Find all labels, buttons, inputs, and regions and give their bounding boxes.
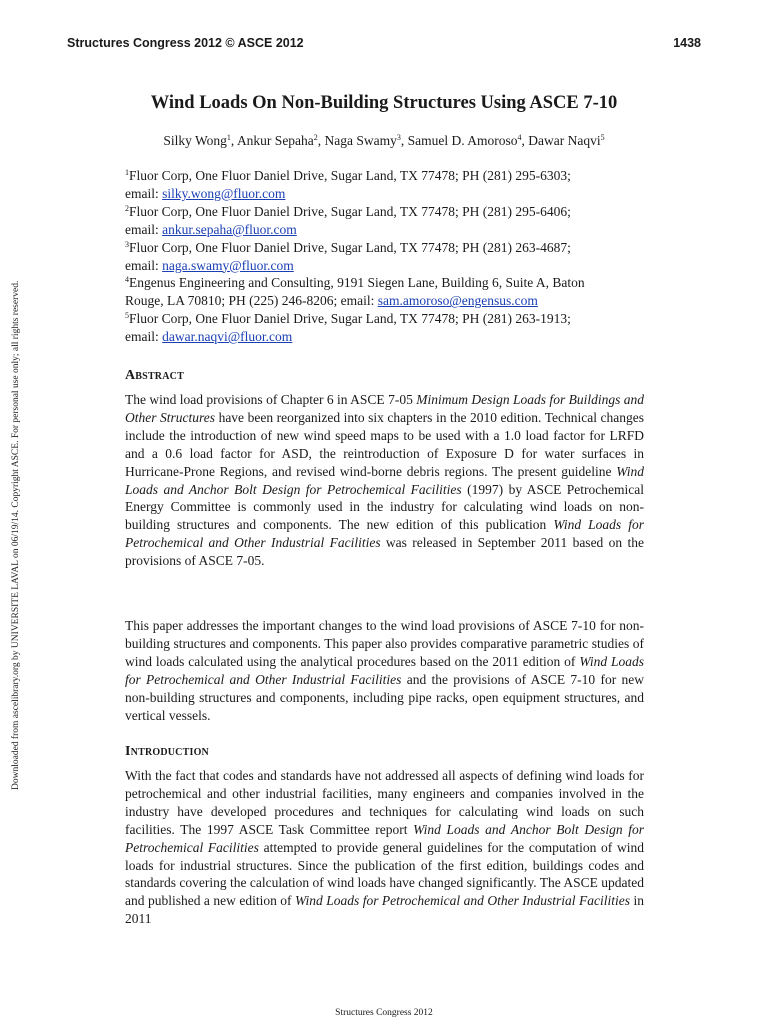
page-number: 1438 [673, 36, 701, 50]
author-list: Silky Wong$^1$, Ankur Sepaha$^2$, Naga Swamy$^3$, Samuel D. Amoroso$^4$, Dawar Naqvi$^5$ [163, 133, 605, 148]
affiliation-contact: email: dawar.naqvi@fluor.com [125, 329, 293, 345]
publication-title: Minimum Design Loads for Buildings and Other Structures [125, 392, 644, 425]
abstract-paragraph-1: The wind load provisions of Chapter 6 in ASCE 7-05 Minimum Design Loads for Buildings and Other Structures have been reorganized into six chapters in the 2010 edition. Technical changes include the introduction of new wind speed maps to be used with a 1.0 load factor for LRFD and a 0.6 load factor for ASD, the reintroduction of Exposure D for water surfaces in Hurricane-Prone Regions, and revised wind-borne debris regions. The present guideline Wind Loads and Anchor Bolt Design for Petrochemical Facilities (1997) by ASCE Petrochemical Energy Committee is commonly used in the industry for calculating wind loads on non-building structures and components. The new edition of this publication Wind Loads for Petrochemical and Other Industrial Facilities was released in September 2011 based on the provisions of ASCE 7-05. [125, 392, 644, 569]
author-affiliation-marker: 3 [396, 133, 401, 142]
author: Ankur Sepaha$^2$ [236, 133, 318, 148]
affiliation-address: $^3$Fluor Corp, One Fluor Daniel Drive, Sugar Land, TX 77478; PH (281) 263-4687; [125, 239, 571, 255]
affiliation-contact: email: silky.wong@fluor.com [125, 185, 286, 201]
author: Samuel D. Amoroso$^4$ [407, 133, 522, 148]
email-link[interactable]: silky.wong@fluor.com [162, 185, 286, 201]
publication-title: Wind Loads for Petrochemical and Other Industrial Facilities [125, 517, 644, 551]
email-link[interactable]: dawar.naqvi@fluor.com [162, 329, 293, 345]
author: Dawar Naqvi$^5$ [528, 133, 605, 148]
publication-title: Wind Loads for Petrochemical and Other Industrial Facilities [125, 653, 644, 687]
introduction-paragraph-1: With the fact that codes and standards have not addressed all aspects of defining wind loads for petrochemical and other industrial facilities, many engineers and companies involved in the industry have developed procedures and techniques for calculating wind loads on such facilities. The 1997 ASCE Task Committee report Wind Loads and Anchor Bolt Design for Petrochemical Facilities attempted to provide general guidelines for the computation of wind loads for industrial structures. Since the publication of the first edition, buildings codes and standards covering the calculation of wind loads have changed significantly. The ASCE updated and published a new edition of Wind Loads for Petrochemical and Other Industrial Facilities in 2011 [125, 768, 644, 927]
download-notice: Downloaded from ascelibrary.org by UNIVERSITE LAVAL on 06/19/14. Copyright ASCE. For personal use only; all rights reserved. [11, 280, 21, 790]
introduction-heading: Introduction [125, 744, 209, 759]
author-affiliation-marker: 2 [313, 133, 318, 142]
paper-title: Wind Loads On Non-Building Structures Using ASCE 7-10 [150, 93, 618, 113]
author-affiliation-marker: 5 [600, 133, 605, 142]
affiliation-address: $^4$Engenus Engineering and Consulting, 9191 Siegen Lane, Building 6, Suite A, Baton [125, 275, 585, 291]
affiliation-contact: email: ankur.sepaha@fluor.com [125, 221, 297, 237]
affiliation-marker: 5 [125, 311, 129, 321]
affiliation-contact: Rouge, LA 70810; PH (225) 246-8206; email: sam.amoroso@engensus.com [125, 293, 538, 309]
header-journal: Structures Congress 2012 © ASCE 2012 [67, 36, 304, 50]
publication-title: Wind Loads and Anchor Bolt Design for Petrochemical Facilities [125, 821, 644, 855]
affiliation-address: $^5$Fluor Corp, One Fluor Daniel Drive, Sugar Land, TX 77478; PH (281) 263-1913; [125, 311, 571, 327]
affiliation-marker: 2 [125, 203, 129, 213]
author: Silky Wong$^1$ [163, 133, 231, 148]
affiliations [125, 167, 645, 346]
author: Naga Swamy$^3$ [324, 133, 401, 148]
author-affiliation-marker: 1 [226, 133, 231, 142]
publication-title: Wind Loads and Anchor Bolt Design for Petrochemical Facilities [125, 463, 644, 497]
email-link[interactable]: ankur.sepaha@fluor.com [162, 221, 297, 237]
affiliation-marker: 3 [125, 239, 129, 249]
publication-title: Wind Loads for Petrochemical and Other Industrial Facilities [295, 893, 631, 909]
affiliation-address: $^1$Fluor Corp, One Fluor Daniel Drive, Sugar Land, TX 77478; PH (281) 295-6303; [125, 168, 571, 183]
abstract-heading: Abstract [125, 368, 184, 383]
author-affiliation-marker: 4 [517, 133, 522, 142]
affiliation-marker: 1 [125, 168, 129, 177]
affiliation-marker: 4 [125, 275, 129, 285]
affiliation-contact: email: naga.swamy@fluor.com [125, 257, 294, 273]
email-link[interactable]: naga.swamy@fluor.com [162, 257, 294, 273]
abstract-paragraph-2: This paper addresses the important changes to the wind load provisions of ASCE 7-10 for non-building structures and components. This paper also provides comparative parametric studies of wind loads calculated using the analytical procedures based on the 2011 edition of Wind Loads for Petrochemical and Other Industrial Facilities and the provisions of ASCE 7-10 for new non-building structures and components, including pipe racks, open equipment structures, and vertical vessels. [125, 618, 644, 723]
affiliation-address: $^2$Fluor Corp, One Fluor Daniel Drive, Sugar Land, TX 77478; PH (281) 295-6406; [125, 203, 571, 219]
footer: Structures Congress 2012 [335, 1008, 433, 1018]
email-link[interactable]: sam.amoroso@engensus.com [377, 293, 538, 309]
